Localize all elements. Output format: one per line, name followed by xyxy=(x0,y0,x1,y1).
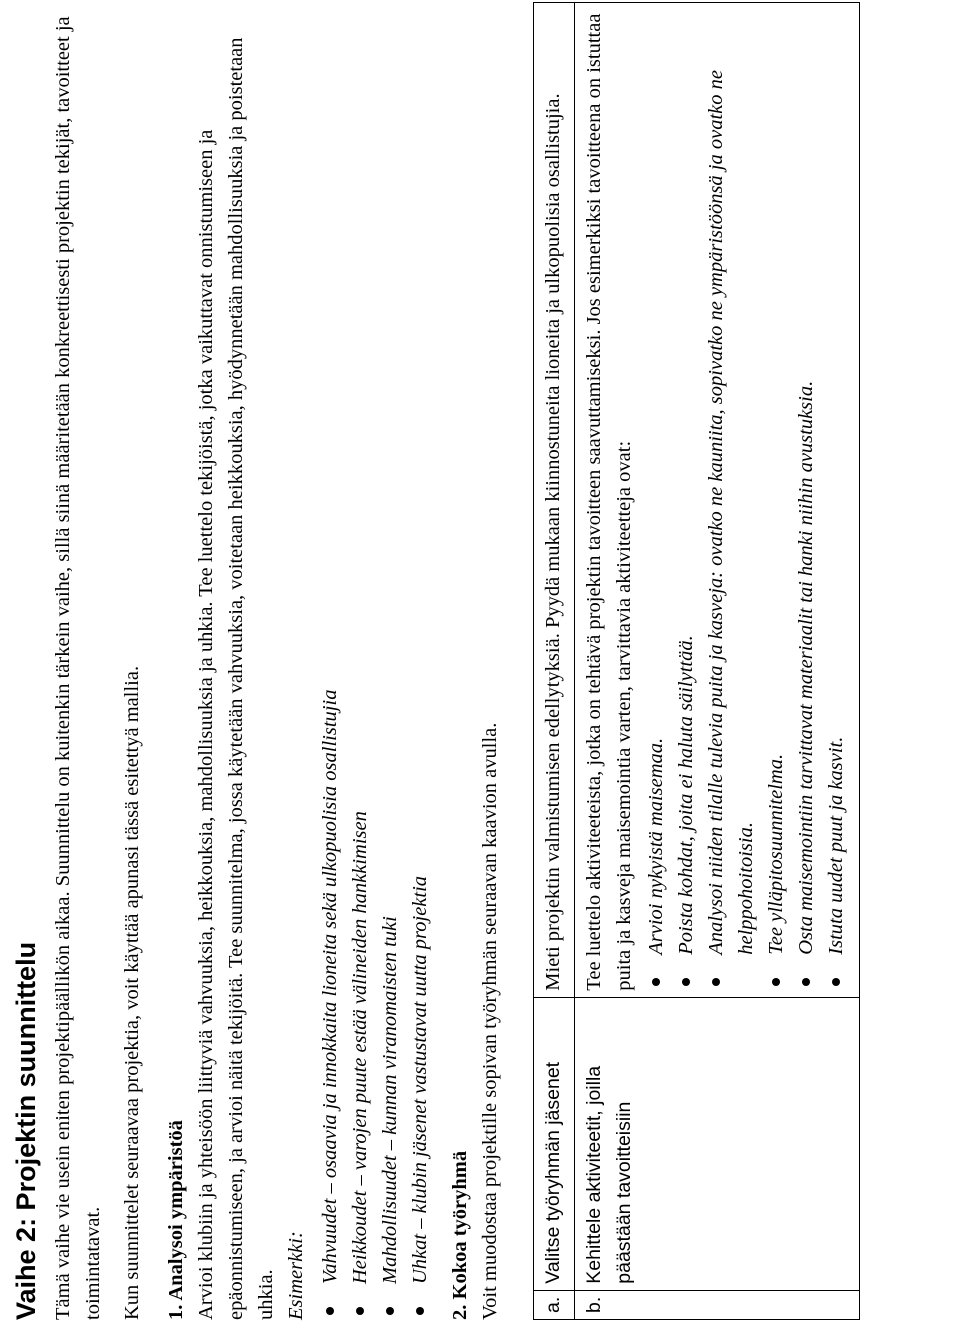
row-label: Kehittele aktiviteetit, joilla päästään tavoitteisiin xyxy=(575,997,860,1290)
team-table xyxy=(533,2,860,1320)
table-row xyxy=(534,3,575,1320)
list-item: Tee ylläpitosuunnitelma. xyxy=(761,9,791,991)
list-item: Osta maisemointiin tarvittavat materiaalit tai hanki niihin avustuksia. xyxy=(791,9,821,991)
section-1-body: Arvioi klubiin ja yhteisöön liittyviä vahvuuksia, heikkouksia, mahdollisuuksia ja uhkia. Tee luettelo tekijöistä, jotka vaikuttavat onnistumiseen ja epäonnistumiseen, ja arvioi näitä tekijöitä. Tee suunnitelma, jossa käytetään vahvuuksia, voitetaan heikkouksia, hyödynnetään mahdollisuuksia ja poistetaan uhkia. xyxy=(195,37,277,1320)
document-content xyxy=(8,10,847,1320)
section-2-heading: 2. Kokoa työryhmä xyxy=(449,1150,471,1320)
swot-list xyxy=(315,10,435,1320)
activity-list xyxy=(641,9,851,991)
row-description xyxy=(534,3,575,998)
section-2-body: Voit muodostaa projektille sopivan työryhmän seuraavan kaavion avulla. xyxy=(479,722,501,1320)
row-text: Mieti projektin valmistumisen edellytyksiä. Pyydä mukaan kiinnostuneita lioneita ja ulkopuolisia osallistujia. xyxy=(542,93,564,991)
row-text: Tee luettelo aktiviteeteista, jotka on tehtävä projektin tavoitteen saavuttamiseksi. Jos esimerkiksi tavoitteena on istuttaa puita ja kasveja maisemointia varten, tarvittavia aktiviteetteja ovat: xyxy=(583,13,635,991)
row-label: Valitse työryhmän jäsenet xyxy=(534,997,575,1290)
list-item: Istuta uudet puut ja kasvit. xyxy=(821,9,851,991)
list-item: Poista kohdat, joita ei haluta säilyttää. xyxy=(671,9,701,991)
list-item: Uhkat – klubin jäsenet vastustavat uutta projektia xyxy=(405,10,435,1320)
template-note: Kun suunnittelet seuraavaa projektia, voit käyttää apunasi tässä esitettyä mallia. xyxy=(121,665,143,1320)
example-label: Esimerkki: xyxy=(285,1231,307,1320)
row-index: b. xyxy=(575,1290,860,1319)
list-item: Arvioi nykyistä maisemaa. xyxy=(641,9,671,991)
page-title: Vaihe 2: Projektin suunnittelu xyxy=(11,941,41,1320)
row-index: a. xyxy=(534,1290,575,1319)
list-item: Analysoi niiden tilalle tulevia puita ja kasveja: ovatko ne kauniita, sopivatko ne ympäristöönsä ja ovatko ne helppohoitoisia. xyxy=(701,9,761,991)
section-1-heading: 1. Analysoi ympäristöä xyxy=(165,1120,187,1320)
list-item: Mahdollisuudet – kunnan viranomaisten tuki xyxy=(375,10,405,1320)
list-item: Heikkoudet – varojen puute estää välineiden hankkimisen xyxy=(345,10,375,1320)
table-row xyxy=(575,3,860,1320)
row-description xyxy=(575,3,860,998)
intro-paragraph: Tämä vaihe vie usein eniten projektipäällikön aikaa. Suunnittelu on kuitenkin tärkein vaihe, sillä siinä määritetään konkreettisesti projektin tekijät, tavoitteet ja toimintatavat. xyxy=(52,16,104,1320)
list-item: Vahvuudet – osaavia ja innokkaita lioneita sekä ulkopuolisia osallistujia xyxy=(315,10,345,1320)
